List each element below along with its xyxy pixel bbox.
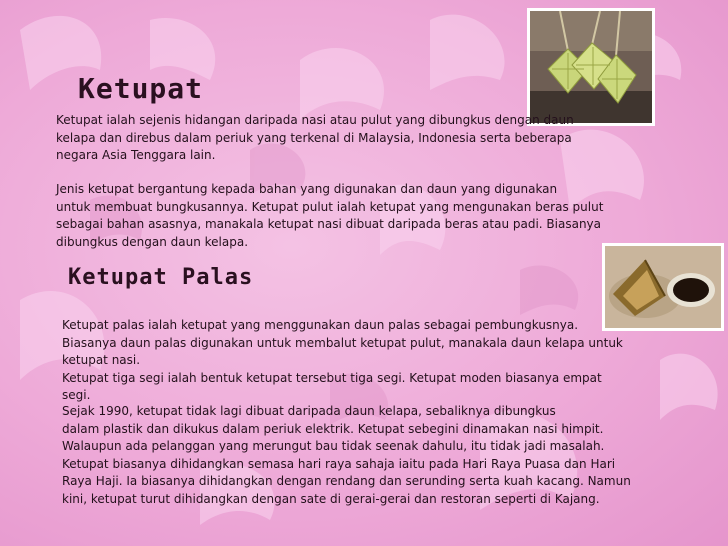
ketupat-modern-paragraph: Sejak 1990, ketupat tidak lagi dibuat daripada daun kelapa, sebaliknya dibungkus dalam plastik dan dikukus dalam periuk elektrik. Ketupat sebegini dinamakan nasi himpit. Walaupun ada pelanggan yang merungut bau tidak seenak dahulu, itu tidak jadi masalah. Ketupat biasanya dihidangkan semasa hari raya sahaja iaitu pada Hari Raya Puasa dan Hari Raya Haji. Ia biasanya dihidangkan dengan rendang dan serunding serta kuah kacang. Namun kini, ketupat turut dihidangkan dengan sate di gerai-gerai dan restoran seperti di Kajang. — [62, 404, 631, 506]
ketupat-palas-paragraph: Ketupat palas ialah ketupat yang menggunakan daun palas sebagai pembungkusnya. Biasanya daun palas digunakan untuk membalut ketupat pulut, manakala daun kelapa untuk ketupat nasi. Ketupat tiga segi ialah bentuk ketupat tersebut tiga segi. Ketupat moden biasanya empat segi. — [62, 318, 623, 402]
ketupat-types-paragraph: Jenis ketupat bergantung kepada bahan yang digunakan dan daun yang digunakan untuk membuat bungkusannya. Ketupat pulut ialah ketupat yang mengunakan beras pulut sebagai bahan asasnya, manakala ketupat nasi dibuat daripada beras atau padi. Biasanya dibungkus dengan daun kelapa. — [56, 182, 604, 249]
ketupat-palas-image — [605, 246, 721, 328]
ketupat-photo — [527, 8, 655, 126]
ketupat-intro-paragraph: Ketupat ialah sejenis hidangan daripada nasi atau pulut yang dibungkus dengan daun kelapa dan direbus dalam periuk yang terkenal di Malaysia, Indonesia serta beberapa negara Asia Tenggara lain. — [56, 113, 574, 162]
section-title-ketupat: Ketupat — [78, 72, 204, 105]
section-title-ketupat-palas: Ketupat Palas — [68, 265, 254, 290]
ketupat-image — [530, 11, 652, 123]
